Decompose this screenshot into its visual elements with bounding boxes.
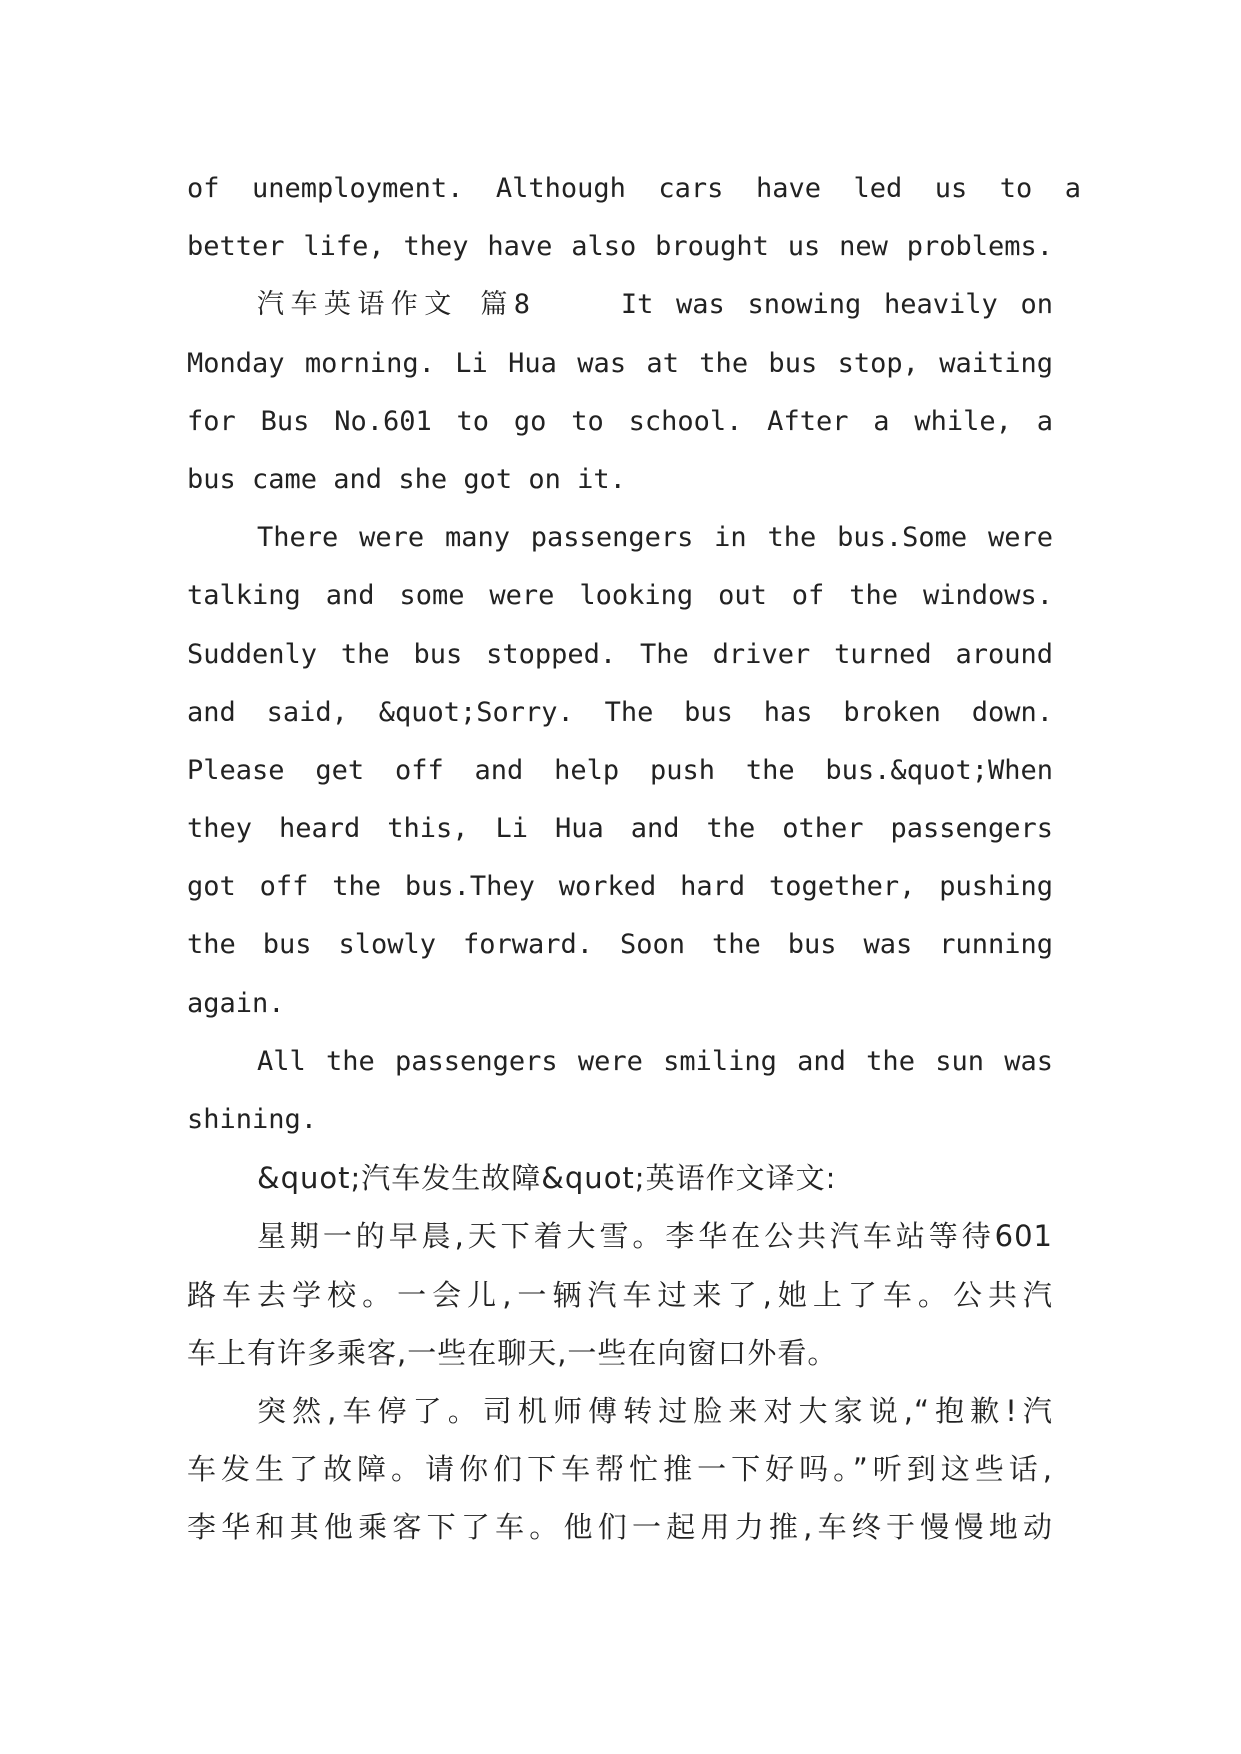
text-line: of unemployment. Although cars have led us to a <box>187 173 1082 204</box>
text-line: they heard this, Li Hua and the other passengers <box>187 813 1053 845</box>
text-line: All the passengers were smiling and the sun was <box>257 1045 1053 1077</box>
text-line: Suddenly the bus stopped. The driver turned around <box>187 638 1053 670</box>
text-line: &quot;汽车发生故障&quot;英语作文译文: <box>257 1161 837 1196</box>
text-line: 突然,车停了。司机师傅转过脸来对大家说,“抱歉!汽 <box>257 1393 1053 1428</box>
text-line: 李华和其他乘客下了车。他们一起用力推,车终于慢慢地动 <box>187 1510 1053 1545</box>
text-line: 路车去学校。一会儿,一辆汽车过来了,她上了车。公共汽 <box>187 1277 1053 1312</box>
text-line: There were many passengers in the bus.Some were <box>257 522 1053 554</box>
text-line: for Bus No.601 to go to school. After a while, a <box>187 405 1053 437</box>
text-line: 车发生了故障。请你们下车帮忙推一下好吗。”听到这些话, <box>187 1452 1053 1487</box>
text-line: Please get off and help push the bus.&quot;When <box>187 754 1053 786</box>
text-line: 汽车英语作文 篇8 It was snowing heavily on <box>257 289 1053 321</box>
text-line: Monday morning. Li Hua was at the bus stop, waiting <box>187 347 1053 379</box>
text-line: bus came and she got on it. <box>187 463 626 495</box>
document-body <box>187 160 1082 1557</box>
text-line: got off the bus.They worked hard together, pushing <box>187 871 1053 903</box>
text-line: better life, they have also brought us new problems. <box>187 231 1053 263</box>
text-line: again. <box>187 987 285 1019</box>
text-line: shining. <box>187 1104 318 1135</box>
text-line: 星期一的早晨,天下着大雪。李华在公共汽车站等待601 <box>257 1219 1053 1254</box>
text-line: 车上有许多乘客,一些在聊天,一些在向窗口外看。 <box>187 1335 838 1370</box>
text-line: and said, &quot;Sorry. The bus has broken down. <box>187 696 1053 728</box>
text-line: talking and some were looking out of the windows. <box>187 580 1053 612</box>
text-line: the bus slowly forward. Soon the bus was running <box>187 929 1053 961</box>
